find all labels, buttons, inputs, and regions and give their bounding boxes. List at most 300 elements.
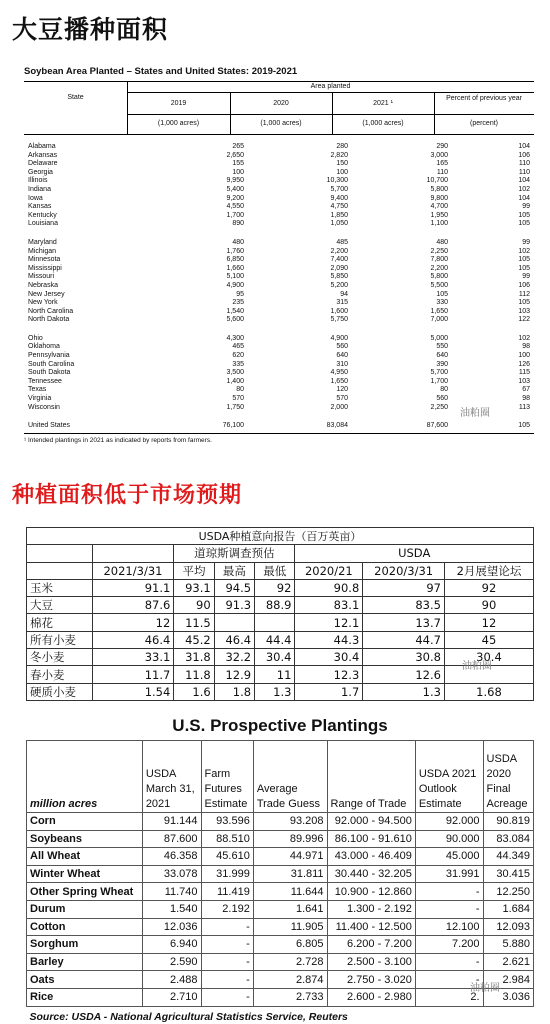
cell-value: 4,300	[226, 334, 244, 342]
column-header: 2020/3/31	[363, 562, 445, 579]
table1-title: Soybean Area Planted – States and United States: 2019-2021	[24, 66, 298, 77]
cell-value: -	[201, 971, 253, 989]
table-row	[24, 177, 534, 186]
cell-value: 2,200	[330, 247, 348, 255]
cell-value: 31.811	[253, 865, 327, 883]
cell-value: 90.8	[295, 579, 363, 596]
cell-value: 30.4	[295, 649, 363, 666]
table-row	[24, 282, 534, 291]
cell-value: 1,400	[226, 377, 244, 385]
cell-value: 126	[518, 360, 530, 368]
table-row	[27, 936, 534, 954]
cell-value: 6.940	[142, 936, 201, 954]
cell-value: 105	[518, 211, 530, 219]
table2-caption: USDA种植意向报告（百万英亩）	[27, 528, 534, 545]
state-name: Louisiana	[28, 220, 58, 228]
cell-value: 1,650	[330, 377, 348, 385]
cell-value: 30.4	[255, 649, 295, 666]
column-header: USDA March 31, 2021	[142, 741, 201, 813]
cell-value: 30.440 - 32.205	[327, 865, 415, 883]
table-row	[24, 386, 534, 395]
crop-name: Corn	[27, 813, 143, 831]
cell-value: 115	[518, 369, 530, 377]
state-name: Wisconsin	[28, 403, 60, 411]
table-row	[27, 918, 534, 936]
table-row	[27, 865, 534, 883]
unit-2020: (1,000 acres)	[260, 120, 302, 127]
cell-value: 2.488	[142, 971, 201, 989]
watermark: 油粕圈	[460, 408, 490, 419]
cell-value: 104	[518, 194, 530, 202]
cell-value: 92.000	[415, 813, 483, 831]
cell-value: -	[201, 918, 253, 936]
cell-value: 5,800	[430, 273, 448, 281]
cell-value: 310	[336, 360, 348, 368]
cell-value	[255, 614, 295, 631]
cell-value: 640	[336, 352, 348, 360]
table-row	[24, 378, 534, 387]
cell-value: 12.250	[483, 883, 533, 901]
cell-value: 1,950	[430, 211, 448, 219]
cell-value: 12.9	[214, 666, 254, 683]
usda-intentions-table	[26, 527, 534, 701]
cell-value: 100	[232, 168, 244, 176]
cell-value: 3,500	[226, 369, 244, 377]
cell-value: 4,750	[330, 203, 348, 211]
table-row	[24, 212, 534, 221]
state-name: North Dakota	[28, 316, 70, 324]
cell-value: 99	[522, 238, 530, 246]
cell-value: 12.100	[415, 918, 483, 936]
cell-value: 33.1	[92, 649, 174, 666]
table-row	[27, 988, 534, 1006]
cell-value: 30.4	[444, 649, 533, 666]
table-row	[24, 143, 534, 152]
cell-value: 87.600	[142, 830, 201, 848]
cell-value: 330	[436, 299, 448, 307]
cell-value: 12	[444, 614, 533, 631]
cell-value: 120	[336, 386, 348, 394]
crop-name: 玉米	[27, 579, 93, 596]
state-name: South Dakota	[28, 369, 71, 377]
table-row	[27, 830, 534, 848]
column-header: 最高	[214, 562, 254, 579]
cell-value: 2,250	[430, 247, 448, 255]
cell-value: 5,750	[330, 316, 348, 324]
prospective-plantings	[26, 712, 534, 1023]
cell-value: 33.078	[142, 865, 201, 883]
area-planted-header: Area planted	[310, 83, 351, 90]
cell-value: 1,850	[330, 211, 348, 219]
table-row	[24, 343, 534, 352]
crop-name: Sorghum	[27, 936, 143, 954]
cell-value: 110	[518, 160, 530, 168]
crop-name: Winter Wheat	[27, 865, 143, 883]
crop-name: 所有小麦	[27, 631, 93, 648]
cell-value: 102	[518, 334, 530, 342]
table-row	[24, 160, 534, 169]
cell-value: 100	[336, 168, 348, 176]
crop-name: Durum	[27, 900, 143, 918]
state-name: Georgia	[28, 168, 53, 176]
cell-value: 12.1	[295, 614, 363, 631]
cell-value: 110	[518, 168, 530, 176]
column-header: USDA 2020 Final Acreage	[483, 741, 533, 813]
cell-value: 2,250	[430, 403, 448, 411]
cell-value: 2.750 - 3.020	[327, 971, 415, 989]
cell-value: 1,760	[226, 247, 244, 255]
cell-value: 1.3	[255, 683, 295, 700]
cell-value: 2.874	[253, 971, 327, 989]
table1-body	[24, 135, 534, 431]
col-2020: 2020	[273, 100, 289, 107]
state-name: Mississippi	[28, 264, 62, 272]
usda-header: USDA	[295, 545, 534, 562]
cell-value: 104	[518, 177, 530, 185]
table-row	[24, 369, 534, 378]
cell-value: 11.5	[174, 614, 214, 631]
cell-value: 92	[444, 579, 533, 596]
col-2021: 2021 ¹	[373, 100, 393, 107]
cell-value: 5,500	[430, 281, 448, 289]
cell-value: 5,700	[430, 369, 448, 377]
table-row	[24, 299, 534, 308]
cell-value: 106	[518, 281, 530, 289]
cell-value: 7.200	[415, 936, 483, 954]
column-header: 平均	[174, 562, 214, 579]
cell-value: 570	[232, 395, 244, 403]
column-header: 2021/3/31	[92, 562, 174, 579]
cell-value: 11.8	[174, 666, 214, 683]
cell-value: 1.300 - 2.192	[327, 900, 415, 918]
cell-value: 1.3	[363, 683, 445, 700]
table-row	[24, 404, 534, 413]
cell-value: 31.991	[415, 865, 483, 883]
column-header: Average Trade Guess	[253, 741, 327, 813]
cell-value: 890	[232, 220, 244, 228]
state-name: Indiana	[28, 185, 51, 193]
cell-value: 32.2	[214, 649, 254, 666]
cell-value: 2.984	[483, 971, 533, 989]
cell-value: -	[415, 883, 483, 901]
column-header: Range of Trade	[327, 741, 415, 813]
million-acres-label: million acres	[27, 741, 143, 813]
cell-value: 6.200 - 7.200	[327, 936, 415, 954]
cell-value: -	[415, 971, 483, 989]
cell-value: 30.415	[483, 865, 533, 883]
cell-value: 5,700	[330, 185, 348, 193]
cell-value: 570	[336, 395, 348, 403]
prospective-plantings-table	[26, 740, 534, 1024]
column-header: 2020/21	[295, 562, 363, 579]
cell-value: 2,200	[430, 264, 448, 272]
cell-value: 165	[436, 160, 448, 168]
cell-value: -	[201, 953, 253, 971]
cell-value: 5,600	[226, 316, 244, 324]
crop-name: Oats	[27, 971, 143, 989]
cell-value: 480	[436, 238, 448, 246]
state-name: Minnesota	[28, 256, 61, 264]
cell-value: 105	[436, 290, 448, 298]
cell-value: 31.999	[201, 865, 253, 883]
cell-value: 4,550	[226, 203, 244, 211]
table-row	[27, 953, 534, 971]
cell-value: 5,400	[226, 185, 244, 193]
cell-value: 12.3	[295, 666, 363, 683]
cell-value: 105	[518, 422, 530, 430]
heading-below-expectations: 种植面积低于市场预期	[12, 483, 243, 508]
cell-value: 11.740	[142, 883, 201, 901]
dowjones-header: 道琼斯调查预估	[174, 545, 295, 562]
state-name: Oklahoma	[28, 343, 60, 351]
cell-value: 83.5	[363, 597, 445, 614]
table1-header	[24, 81, 534, 135]
cell-value: 10.900 - 12.860	[327, 883, 415, 901]
crop-name: Barley	[27, 953, 143, 971]
state-name: Alabama	[28, 143, 56, 150]
cell-value: 1,660	[226, 264, 244, 272]
cell-value: 1.684	[483, 900, 533, 918]
cell-value: 91.3	[214, 597, 254, 614]
cell-value: 11	[255, 666, 295, 683]
cell-value: 5,200	[330, 281, 348, 289]
state-name: Maryland	[28, 238, 57, 246]
state-name: Missouri	[28, 273, 55, 281]
cell-value: 465	[232, 343, 244, 351]
crop-name: 春小麦	[27, 666, 93, 683]
table-row	[27, 614, 534, 631]
cell-value: 1.54	[92, 683, 174, 700]
cell-value: 5.880	[483, 936, 533, 954]
cell-value: 150	[336, 160, 348, 168]
cell-value: 11.7	[92, 666, 174, 683]
cell-value: 44.7	[363, 631, 445, 648]
state-name: Tennessee	[28, 377, 62, 385]
cell-value: 113	[518, 403, 530, 411]
cell-value: 2.590	[142, 953, 201, 971]
cell-value: 1.6	[174, 683, 214, 700]
cell-value: 280	[336, 143, 348, 150]
cell-value: 97	[363, 579, 445, 596]
cell-value: 1,100	[430, 220, 448, 228]
table-row	[27, 813, 534, 831]
cell-value: 45.610	[201, 848, 253, 866]
cell-value: 104	[518, 143, 530, 150]
cell-value: 1.540	[142, 900, 201, 918]
col-2019: 2019	[170, 100, 187, 107]
cell-value: 80	[440, 386, 448, 394]
table-row	[24, 239, 534, 248]
cell-value: 5,850	[330, 273, 348, 281]
unit-2019: (1,000 acres)	[157, 120, 200, 127]
cell-value: 44.4	[255, 631, 295, 648]
cell-value: 6.805	[253, 936, 327, 954]
cell-value: 86.100 - 91.610	[327, 830, 415, 848]
cell-value: 485	[336, 238, 348, 246]
table-row	[27, 631, 534, 648]
unit-2021: (1,000 acres)	[362, 120, 404, 127]
state-name: Texas	[28, 386, 47, 394]
table-row	[24, 220, 534, 229]
cell-value: 11.905	[253, 918, 327, 936]
cell-value: 1,700	[430, 377, 448, 385]
cell-value: 103	[518, 377, 530, 385]
cell-value: 94.5	[214, 579, 254, 596]
cell-value: 2,650	[226, 151, 244, 159]
cell-value: 90.000	[415, 830, 483, 848]
table-row	[24, 169, 534, 178]
cell-value: 92	[255, 579, 295, 596]
cell-value: 1,050	[330, 220, 348, 228]
cell-value: 90.819	[483, 813, 533, 831]
cell-value: 2,820	[330, 151, 348, 159]
cell-value: 1.7	[295, 683, 363, 700]
cell-value: -	[415, 900, 483, 918]
column-header: 最低	[255, 562, 295, 579]
state-name: Illinois	[28, 177, 48, 185]
state-name: United States	[28, 422, 71, 430]
cell-value: 480	[232, 238, 244, 246]
cell-value: 4,900	[226, 281, 244, 289]
table-row	[24, 152, 534, 161]
cell-value: 45	[444, 631, 533, 648]
table-row	[24, 256, 534, 265]
cell-value: 11.419	[201, 883, 253, 901]
cell-value: 80	[236, 386, 244, 394]
cell-value: 620	[232, 352, 244, 360]
table-row	[27, 900, 534, 918]
cell-value: 265	[232, 143, 244, 150]
column-header: USDA 2021 Outlook Estimate	[415, 741, 483, 813]
table-row	[24, 361, 534, 370]
cell-value: 2.	[415, 988, 483, 1006]
state-name: Arkansas	[28, 151, 58, 159]
crop-name: 大豆	[27, 597, 93, 614]
cell-value: 30.8	[363, 649, 445, 666]
table3-title: U.S. Prospective Plantings	[172, 716, 388, 735]
crop-name: 硬质小麦	[27, 683, 93, 700]
cell-value: 4,700	[430, 203, 448, 211]
table-row	[27, 649, 534, 666]
cell-value: 9,200	[226, 194, 244, 202]
state-name: North Carolina	[28, 307, 74, 315]
cell-value: 76,100	[222, 422, 244, 430]
table-row	[27, 883, 534, 901]
cell-value: 90	[174, 597, 214, 614]
table-row	[24, 265, 534, 274]
cell-value: 87,600	[426, 422, 448, 430]
table3-source: Source: USDA - National Agricultural Statistics Service, Reuters	[29, 1010, 348, 1023]
crop-name: Other Spring Wheat	[27, 883, 143, 901]
cell-value: 99	[522, 273, 530, 281]
table-row	[27, 597, 534, 614]
table-row	[27, 666, 534, 683]
cell-value: 2.600 - 2.980	[327, 988, 415, 1006]
cell-value: 12.6	[363, 666, 445, 683]
table-row	[27, 848, 534, 866]
cell-value: 44.971	[253, 848, 327, 866]
cell-value: 98	[522, 343, 530, 351]
cell-value: 99	[522, 203, 530, 211]
table-row	[24, 291, 534, 300]
table-row	[24, 203, 534, 212]
table-row	[24, 352, 534, 361]
crop-name: Soybeans	[27, 830, 143, 848]
cell-value: 46.358	[142, 848, 201, 866]
cell-value: 88.9	[255, 597, 295, 614]
cell-value: -	[201, 936, 253, 954]
cell-value: 3,000	[430, 151, 448, 159]
cell-value: 90	[444, 597, 533, 614]
cell-value: 103	[518, 307, 530, 315]
watermark-3: 油粕圈	[470, 983, 500, 994]
cell-value: 67	[522, 386, 530, 394]
table-row	[24, 422, 534, 431]
cell-value: 640	[436, 352, 448, 360]
cell-value: 46.4	[92, 631, 174, 648]
cell-value: 4,900	[330, 334, 348, 342]
table1-footnote: ¹ Intended plantings in 2021 as indicated by reports from farmers.	[24, 433, 534, 444]
cell-value: 105	[518, 264, 530, 272]
cell-value: 9,800	[430, 194, 448, 202]
heading-soybean-area: 大豆播种面积	[12, 15, 169, 44]
cell-value: 110	[436, 168, 448, 176]
cell-value: 9,950	[226, 177, 244, 185]
cell-value: 7,000	[430, 316, 448, 324]
cell-value: 1,600	[330, 307, 348, 315]
table-row	[27, 971, 534, 989]
cell-value: 1,750	[226, 403, 244, 411]
cell-value: 88.510	[201, 830, 253, 848]
cell-value: 2.733	[253, 988, 327, 1006]
state-name: Pennsylvania	[28, 352, 70, 360]
cell-value: 105	[518, 220, 530, 228]
state-header: State	[67, 94, 84, 101]
col-percent: Percent of previous year	[446, 95, 522, 102]
cell-value: 31.8	[174, 649, 214, 666]
table-row	[24, 248, 534, 257]
cell-value: 45.000	[415, 848, 483, 866]
table-row	[27, 683, 534, 700]
cell-value: 2.621	[483, 953, 533, 971]
cell-value: 155	[232, 160, 244, 168]
cell-value: 91.1	[92, 579, 174, 596]
cell-value: 102	[518, 247, 530, 255]
table-row	[24, 186, 534, 195]
state-name: Virginia	[28, 395, 52, 403]
cell-value: 45.2	[174, 631, 214, 648]
cell-value: 46.4	[214, 631, 254, 648]
column-header: 2月展望论坛	[444, 562, 533, 579]
cell-value: 100	[518, 352, 530, 360]
table-row	[24, 273, 534, 282]
cell-value: 2.192	[201, 900, 253, 918]
cell-value: 1,540	[226, 307, 244, 315]
cell-value: 94	[340, 290, 348, 298]
cell-value: 5,800	[430, 185, 448, 193]
table-row	[24, 316, 534, 325]
table-row	[24, 395, 534, 404]
cell-value: 1,700	[226, 211, 244, 219]
cell-value: 83.1	[295, 597, 363, 614]
cell-value: 44.349	[483, 848, 533, 866]
state-name: Delaware	[28, 160, 58, 168]
cell-value: 106	[518, 151, 530, 159]
cell-value: 9,400	[330, 194, 348, 202]
cell-value: 98	[522, 395, 530, 403]
soybean-area-table	[24, 66, 534, 444]
cell-value: 95	[236, 290, 244, 298]
